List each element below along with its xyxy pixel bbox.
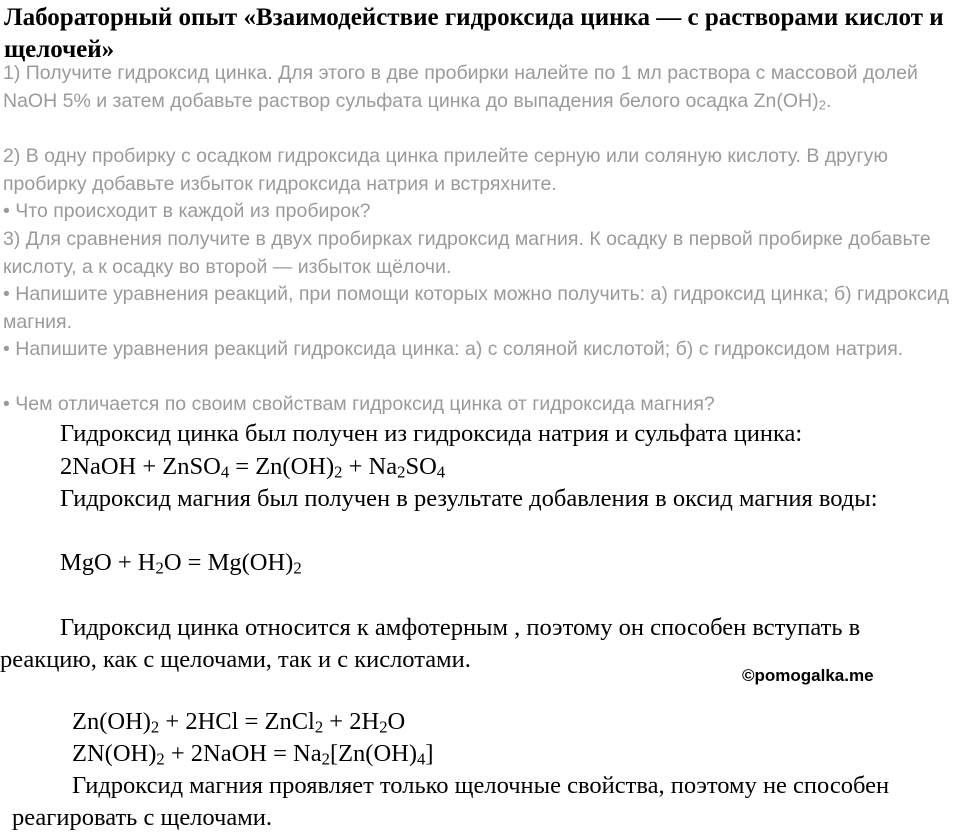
eq4-sub-3: 4 <box>417 749 426 769</box>
task-3: 3) Для сравнения получите в двух пробирках гидроксид магния. К осадку в первой пробирке добавьте кислоту, а к осадку во второй — избыток щёлочи. <box>3 228 931 278</box>
eq3-part-d: O <box>387 708 406 735</box>
eq4-part-b: + 2NaOH = Na <box>164 740 322 767</box>
eq4-part-d: ] <box>425 740 434 767</box>
task-2: 2) В одну пробирку с осадком гидроксида цинка прилейте серную или соляную кислоту. В другую пробирку добавьте избыток гидроксида натрия и встряхните. <box>3 145 889 195</box>
eq3-part-b: + 2HCl = ZnCl <box>159 708 315 735</box>
answer-paragraph-1: Гидроксид цинка был получен из гидроксида натрия и сульфата цинка: <box>60 420 803 447</box>
equation-2 <box>0 547 955 579</box>
task-question-2: • Напишите уравнения реакций, при помощи которых можно получить: а) гидроксид цинка; б) гидроксид магния. <box>3 283 949 333</box>
task-question-4: • Чем отличается по своим свойствам гидроксид цинка от гидроксида магния? <box>3 393 715 415</box>
eq3-sub-3: 2 <box>379 717 388 737</box>
answer-paragraph-4: Гидроксид магния проявляет только щелочные свойства, поэтому не способен реагировать с щелочами. <box>12 772 890 831</box>
eq1-sub-3: 2 <box>397 462 406 482</box>
eq1-part-b: = Zn(OH) <box>229 453 335 480</box>
equation-3 <box>72 706 952 738</box>
answer-paragraph-3: Гидроксид цинка относится к амфотерным , поэтому он способен вступать в реакцию, как с щелочами, так и с кислотами. <box>0 614 861 673</box>
answer-paragraph-2: Гидроксид магния был получен в результате добавления в оксид магния воды: <box>60 485 878 512</box>
equation-1 <box>0 451 955 483</box>
eq3-part-a: Zn(OH) <box>72 708 151 735</box>
eq4-sub-1: 2 <box>156 749 165 769</box>
eq4-part-c: [Zn(OH) <box>329 740 418 767</box>
task-1-text: 1) Получите гидроксид цинка. Для этого в две пробирки налейте по 1 мл раствора с массовой долей NaOH 5% и затем добавьте раствор сульфата цинка до выпадения белого осадка Zn(OH) <box>3 62 918 112</box>
watermark: ©pomogalka.me <box>742 666 874 685</box>
eq3-sub-1: 2 <box>150 717 160 737</box>
task-1 <box>3 60 953 115</box>
task-1-subscript: 2 <box>818 97 826 113</box>
eq1-part-c: + Na <box>342 453 398 480</box>
eq4-sub-2: 2 <box>321 749 330 769</box>
task-question-1: • Что происходит в каждой из пробирок? <box>3 200 371 222</box>
eq1-sub-2: 2 <box>334 462 343 482</box>
eq4-part-a: ZN(OH) <box>72 740 157 767</box>
eq2-part-a: MgO + H <box>60 549 156 576</box>
eq3-sub-2: 2 <box>314 717 324 737</box>
eq1-sub-4: 4 <box>436 462 446 482</box>
eq1-part-d: SO <box>405 453 437 480</box>
task-1-end: . <box>825 89 832 112</box>
eq2-part-b: O = Mg(OH) <box>163 549 294 576</box>
lab-title: Лабораторный опыт «Взаимодействие гидроксида цинка — с растворами кислот и щелочей» <box>4 4 944 63</box>
eq2-sub-1: 2 <box>155 558 164 578</box>
eq1-sub-1: 4 <box>220 462 230 482</box>
equation-4 <box>72 738 952 770</box>
eq2-sub-2: 2 <box>293 558 302 578</box>
eq1-part-a: 2NaOH + ZnSO <box>60 453 221 480</box>
eq3-part-c: + 2H <box>323 708 380 735</box>
task-question-3: • Напишите уравнения реакций гидроксида цинка: а) с соляной кислотой; б) с гидроксидом натрия. <box>3 338 904 360</box>
